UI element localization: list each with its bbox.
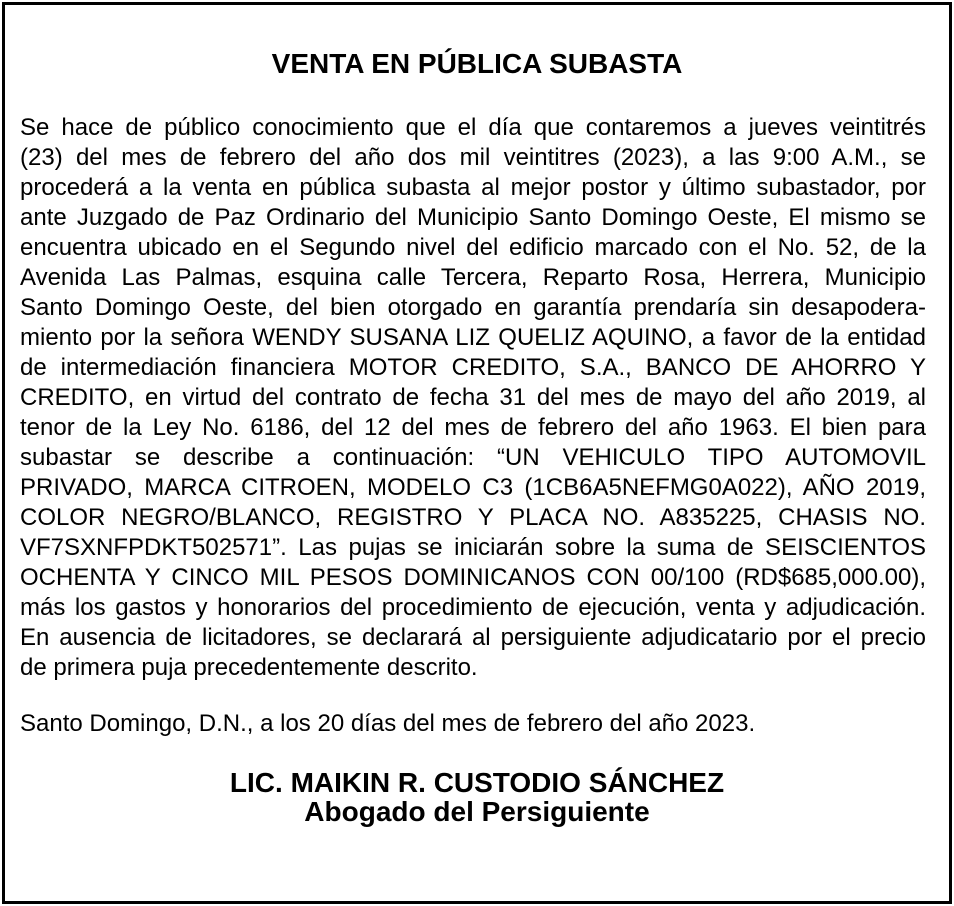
body-line: Se hace de público conocimiento que el día que contaremos a jueves veintitrés: [20, 114, 926, 141]
body-line: ante Juzgado de Paz Ordinario del Municipio Santo Domingo Oeste, El mismo se: [20, 204, 926, 231]
signature-block: [0, 768, 954, 826]
notice-title: VENTA EN PÚBLICA SUBASTA: [271, 48, 683, 79]
body-line: (23) del mes de febrero del año dos mil veintitres (2023), a las 9:00 A.M., se: [20, 144, 926, 171]
body-line: VF7SXNFPDKT502571”. Las pujas se iniciarán sobre la suma de SEISCIENTOS: [20, 534, 926, 561]
body-line: de intermediación financiera MOTOR CREDITO, S.A., BANCO DE AHORRO Y: [20, 354, 926, 381]
body-line: CREDITO, en virtud del contrato de fecha 31 del mes de mayo del año 2019, al: [20, 384, 926, 411]
body-line: procederá a la venta en pública subasta al mejor postor y último subastador, por: [20, 174, 926, 201]
body-line: Santo Domingo Oeste, del bien otorgado en garantía prendaría sin desapodera-: [20, 294, 926, 321]
date-line: Santo Domingo, D.N., a los 20 días del mes de febrero del año 2023.: [20, 710, 756, 737]
notice-body: [20, 113, 926, 683]
body-line: En ausencia de licitadores, se declarará al persiguiente adjudicatario por el precio: [20, 624, 926, 651]
body-line: PRIVADO, MARCA CITROEN, MODELO C3 (1CB6A5NEFMG0A022), AÑO 2019,: [20, 474, 926, 501]
body-line: encuentra ubicado en el Segundo nivel del edificio marcado con el No. 52, de la: [20, 234, 926, 261]
body-line: tenor de la Ley No. 6186, del 12 del mes de febrero del año 1963. El bien para: [20, 414, 926, 441]
signature-role: Abogado del Persiguiente: [304, 796, 650, 827]
body-line: de primera puja precedentemente descrito.: [20, 654, 478, 681]
body-line: COLOR NEGRO/BLANCO, REGISTRO Y PLACA NO. A835225, CHASIS NO.: [20, 504, 926, 531]
body-line: OCHENTA Y CINCO MIL PESOS DOMINICANOS CON 00/100 (RD$685,000.00),: [20, 564, 926, 591]
body-line: más los gastos y honorarios del procedimiento de ejecución, venta y adjudicación.: [20, 594, 926, 621]
signature-name: LIC. MAIKIN R. CUSTODIO SÁNCHEZ: [229, 767, 725, 798]
body-line: Avenida Las Palmas, esquina calle Tercera, Reparto Rosa, Herrera, Municipio: [20, 264, 926, 291]
body-line: subastar se describe a continuación: “UN VEHICULO TIPO AUTOMOVIL: [20, 444, 926, 471]
body-line: miento por la señora WENDY SUSANA LIZ QUELIZ AQUINO, a favor de la entidad: [20, 324, 926, 351]
